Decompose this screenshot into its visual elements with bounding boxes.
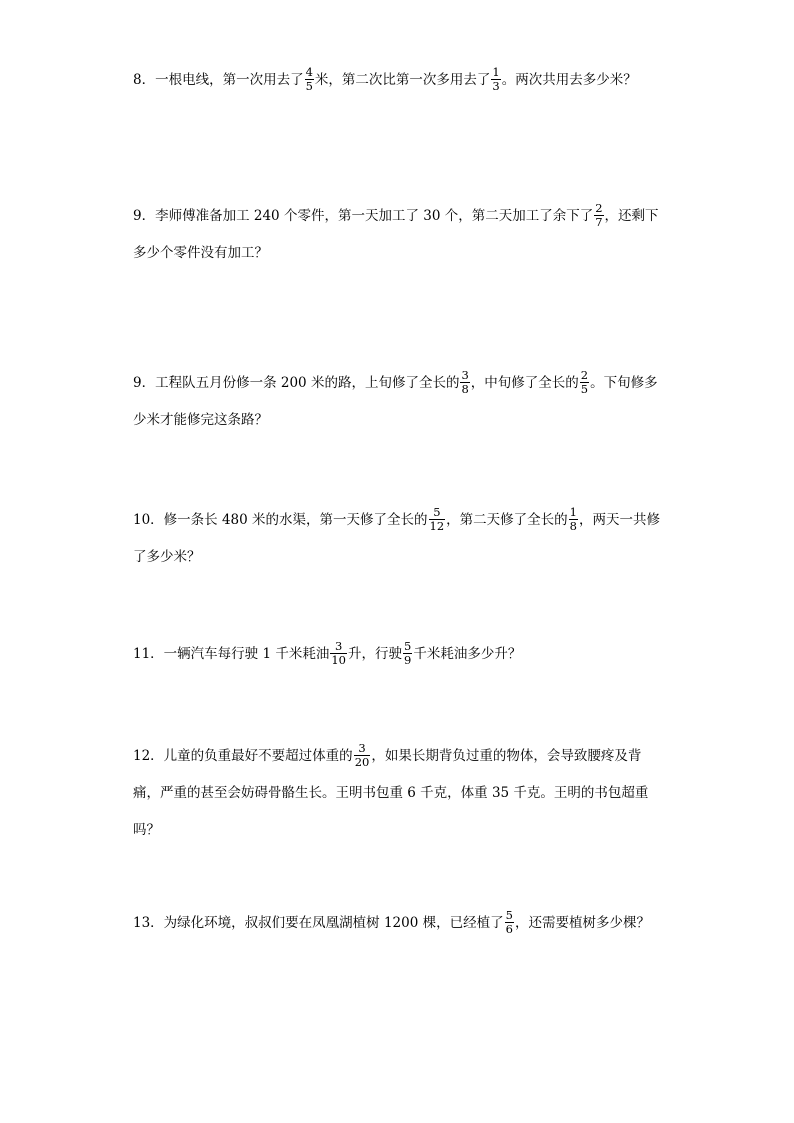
fraction [580,367,589,396]
fraction-numerator: 1 [569,504,577,519]
fraction [569,504,578,533]
problem-text: 8．一根电线，第一次用去了 [133,72,304,88]
fraction-denominator: 12 [429,519,445,533]
fraction-denominator: 5 [305,79,313,93]
fraction-numerator: 3 [461,367,469,382]
fraction [330,638,347,667]
problem-text: 9．工程队五月份修一条 200 米的路，上旬修了全长的 [133,375,460,391]
fraction-numerator: 2 [595,200,603,215]
problem-9-road [133,365,663,439]
problem-text: ，还需要植树多少棵？ [514,915,650,931]
fraction-numerator: 5 [404,638,412,653]
problem-text: 。下旬修多少米才能修完这条路？ [133,375,658,428]
problem-text: 10．修一条长 480 米的水渠，第一天修了全长的 [133,512,428,528]
fraction-denominator: 8 [569,519,577,533]
problem-13 [133,905,663,942]
problem-text: ，中旬修了全长的 [470,375,579,391]
fraction-denominator: 3 [492,79,500,93]
problem-text: 千米耗油多少升？ [413,646,522,662]
problem-9-parts [133,198,663,272]
problem-text: 11．一辆汽车每行驶 1 千米耗油 [133,646,330,662]
fraction [460,367,469,396]
fraction [505,907,514,936]
fraction-denominator: 6 [505,922,513,936]
fraction [594,200,603,229]
fraction-numerator: 4 [305,64,313,79]
fraction-numerator: 5 [429,507,446,521]
fraction-numerator: 3 [354,743,371,757]
problem-text: 。两次共用去多少米？ [501,72,637,88]
fraction [429,504,446,533]
problem-text: 9．李师傅准备加工 240 个零件，第一天加工了 30 个，第二天加工了余下了 [133,208,594,224]
problem-12 [133,738,663,849]
fraction [354,740,371,769]
problem-10 [133,502,663,576]
fraction-denominator: 10 [331,653,346,667]
fraction-numerator: 1 [492,64,500,79]
fraction-numerator: 5 [505,907,513,922]
problem-text: 升，行驶 [348,646,402,662]
fraction [305,64,314,93]
problem-text: 13．为绿化环境，叔叔们要在凤凰湖植树 1200 棵，已经植了 [133,915,504,931]
problem-text: ，两天一共修了多少米？ [133,512,660,565]
fraction-denominator: 9 [404,653,412,667]
fraction [403,638,412,667]
fraction-numerator: 2 [580,367,589,382]
problem-text: 米，第二次比第一次多用去了 [314,72,491,88]
fraction-numerator: 3 [330,641,347,655]
fraction-denominator: 5 [580,382,589,396]
problem-text: ，还剩下多少个零件没有加工？ [133,208,659,261]
problem-text: ，如果长期背负过重的物体，会导致腰疼及背痛，严重的甚至会妨碍骨骼生长。王明书包重 6 千克，体重 35 千克。王明的书包超重吗？ [133,748,649,838]
fraction-denominator: 20 [354,755,370,769]
problem-text: ，第二天修了全长的 [446,512,568,528]
problem-11 [133,636,663,673]
fraction [491,64,500,93]
fraction-denominator: 7 [595,215,603,229]
problem-8 [133,62,663,99]
fraction-denominator: 8 [461,382,469,396]
problem-text: 12．儿童的负重最好不要超过体重的 [133,748,353,764]
